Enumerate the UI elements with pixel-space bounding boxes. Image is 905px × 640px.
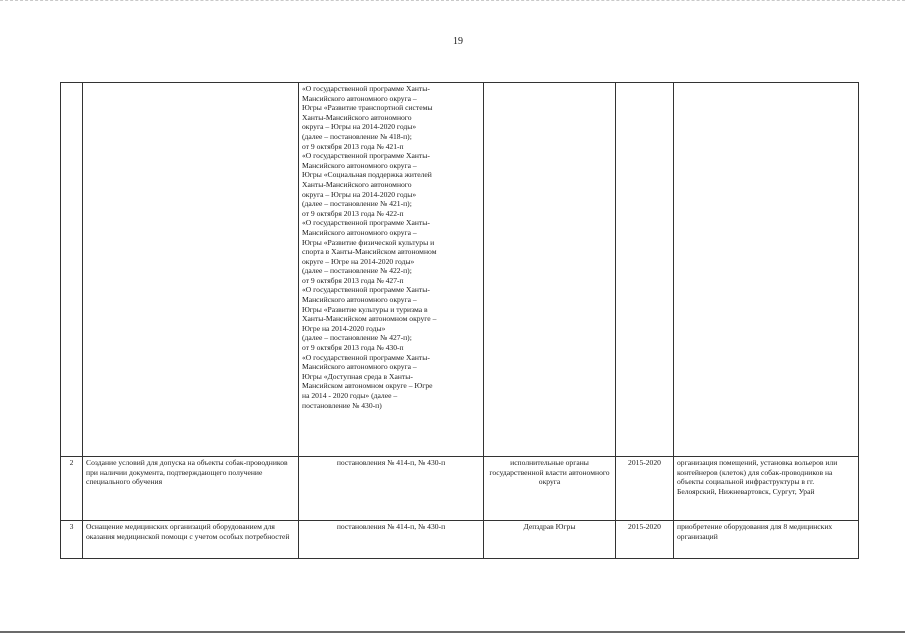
cell-executor-empty — [484, 83, 616, 457]
continuation-line: Мансийском автономном округе – Югре — [302, 381, 433, 391]
continuation-line: (далее – постановление № 422-п); — [302, 266, 412, 276]
continuation-line: «О государственной программе Ханты- — [302, 285, 430, 295]
cell-measure: Создание условий для допуска на объекты собак-проводников при наличии документа, подтверждающего получение специального обучения — [83, 457, 299, 521]
cell-measure: Оснащение медицинских организаций оборудованием для оказания медицинской помощи с учетом особых потребностей — [83, 521, 299, 559]
cell-result: организация помещений, установка вольеров или контейнеров (клеток) для собак-проводников на объекты социальной инфраструктуры в гг. Белоярский, Нижневартовск, Сургут, Урай — [674, 457, 859, 521]
continuation-line: Ханты-Мансийского автономного — [302, 112, 412, 122]
cell-basis-continuation — [299, 83, 484, 457]
continuation-line: от 9 октября 2013 года № 427-п — [302, 275, 404, 285]
table-row-2 — [61, 457, 859, 521]
continuation-line: «О государственной программе Ханты- — [302, 151, 430, 161]
continuation-line: округа – Югры на 2014-2020 годы» — [302, 122, 417, 132]
cell-result: приобретение оборудования для 8 медицинских организаций — [674, 521, 859, 559]
scan-top-edge — [0, 0, 905, 5]
continuation-line: от 9 октября 2013 года № 422-п — [302, 208, 404, 218]
continuation-line: «О государственной программе Ханты- — [302, 218, 430, 228]
continuation-line: (далее – постановление № 427-п); — [302, 333, 412, 343]
continuation-line: (далее – постановление № 421-п); — [302, 199, 412, 209]
cell-basis: постановления № 414-п, № 430-п — [299, 521, 484, 559]
continuation-line: Мансийского автономного округа – — [302, 160, 417, 170]
continuation-line: Югре на 2014-2020 годы» — [302, 323, 386, 333]
continuation-line: от 9 октября 2013 года № 430-п — [302, 343, 404, 353]
continuation-line: Ханты-Мансийском автономном округе – — [302, 314, 437, 324]
page-number: 19 — [453, 36, 463, 47]
cell-period-empty — [616, 83, 674, 457]
table-row-continuation — [61, 83, 859, 457]
cell-result-empty — [674, 83, 859, 457]
continuation-line: (далее – постановление № 418-п); — [302, 131, 412, 141]
continuation-line: Югры «Развитие культуры и туризма в — [302, 304, 428, 314]
continuation-line: Ханты-Мансийского автономного — [302, 179, 412, 189]
continuation-line: Югры «Развитие физической культуры и — [302, 237, 435, 247]
continuation-line: спорта в Ханты-Мансийском автономном — [302, 247, 437, 257]
measures-table — [60, 82, 859, 559]
table-row-3 — [61, 521, 859, 559]
continuation-line: Мансийского автономного округа – — [302, 362, 417, 372]
continuation-line: постановление № 430-п) — [302, 400, 382, 410]
continuation-line: на 2014 - 2020 годы» (далее – — [302, 391, 398, 400]
continuation-line: округа – Югры на 2014-2020 годы» — [302, 189, 417, 199]
continuation-line: Югры «Развитие транспортной системы — [302, 103, 433, 113]
cell-executor: исполнительные органы государственной власти автономного округа — [484, 457, 616, 521]
cell-period: 2015-2020 — [616, 457, 674, 521]
continuation-line: от 9 октября 2013 года № 421-п — [302, 141, 404, 151]
continuation-line: «О государственной программе Ханты- — [302, 84, 430, 93]
continuation-line: Мансийского автономного округа – — [302, 227, 417, 237]
cell-executor: Депздрав Югры — [484, 521, 616, 559]
continuation-line: Югры «Социальная поддержка жителей — [302, 170, 432, 180]
cell-num: 3 — [61, 521, 83, 559]
continuation-line: Мансийского автономного округа – — [302, 295, 417, 305]
basis-continuation-text — [302, 84, 480, 456]
continuation-line: округе – Югре на 2014-2020 годы» — [302, 256, 415, 266]
scan-bottom-edge — [0, 631, 905, 635]
continuation-line: «О государственной программе Ханты- — [302, 352, 430, 362]
cell-num-empty — [61, 83, 83, 457]
continuation-line: Югры «Доступная среда в Ханты- — [302, 371, 413, 381]
cell-measure-empty — [83, 83, 299, 457]
cell-basis: постановления № 414-п, № 430-п — [299, 457, 484, 521]
cell-num: 2 — [61, 457, 83, 521]
continuation-line: Мансийского автономного округа – — [302, 93, 417, 103]
cell-period: 2015-2020 — [616, 521, 674, 559]
